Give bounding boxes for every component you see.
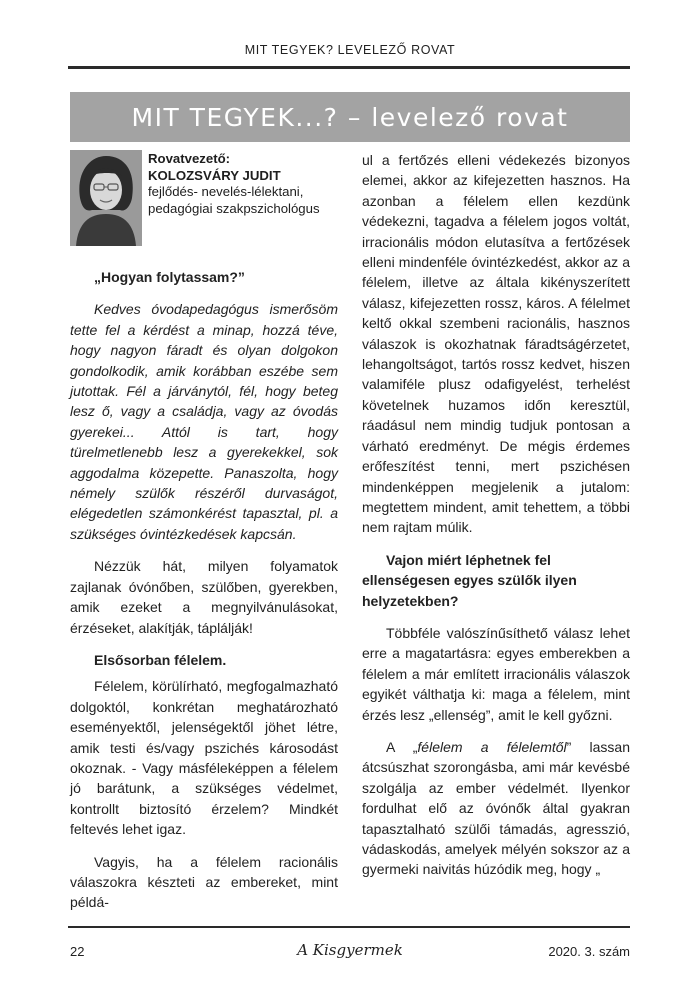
section-heading-parents: Vajon miért léphetnek fel ellenségesen egyes szülők ilyen helyzetekben? bbox=[362, 551, 577, 609]
left-column bbox=[70, 267, 338, 913]
issue-label: 2020. 3. szám bbox=[548, 944, 630, 959]
fear-quote-open: A „ bbox=[386, 738, 418, 755]
fear-paragraph-rest: ” lassan átcsúszhat szorongásba, ami már kevésbé szolgálja az ember védelmét. Ilyenkor fordulhat elő az óvónők által gyakran tapasztalható szülői támadás, agresszió, vádaskodás, amelyek mélyén sokszor az a gyermeki naivitás húzódik meg, hogy „ bbox=[362, 738, 630, 878]
fear-of-fear-phrase: félelem a félelemtől bbox=[417, 738, 567, 755]
paragraph-rational-responses-cont: ul a fertőzés elleni védekezés bizonyos elemei, akkor az kifejezetten hasznos. Ha azonban a félelem ellen kezdünk védekezni, tagadva a félelem jogos voltát, irracionális módon elutasítva a fertőzések elleni mindenféle óvintézkedést, akkor az a félelem, illetve az általa kikényszerített válasz, kifejezetten rossz, káros. A félelmet keltő okkal szembeni racionális, hasznos válaszok is okozhatnak fáradtságérzetet, lehangoltságot, tartós rossz kedvet, hiszen valamiféle plusz odafigyelést, terhelést követelnek huzamos időn keresztül, ráadásul nem mindig tudjuk pontosan a várható eredményt. De mégis érdemes erőfeszítést tenni, mert pszichésen mindenképpen megjelenik a jutalom: megtettem mindent, amit tehettem, a többi nem rajtam múlik. bbox=[362, 152, 630, 536]
footer-rule bbox=[68, 926, 630, 928]
reader-letter: Kedves óvodapedagógus ismerősöm tette fel a kérdést a minap, hozzá téve, hogy nagyon fáradt és olyan dolgokon gondolkodik, amik korábban eszébe sem jutottak. Fél a járványtól, fél, hogy beteg lesz ő, vagy a családja, vagy az óvodás gyerekei... Attól is tart, hogy türelmetlenebb lesz a gyerekekkel, sok aggodalma közepette. Panaszolta, hogy némely szülők részéről durvaságot, elégedetlen számonkérést tapasztal, pl. a szükséges óvintézkedések kapcsán. bbox=[70, 301, 338, 542]
banner-title: MIT TEGYEK...? – levelező rovat bbox=[131, 102, 569, 132]
byline-name: KOLOZSVÁRY JUDIT bbox=[148, 167, 281, 183]
author-byline bbox=[148, 151, 338, 217]
paragraph-fear-of-fear bbox=[362, 737, 630, 880]
paragraph-hostile-parents: Többféle valószínűsíthető válasz lehet erre a magatartásra: egyes emberekben a félelem a már említett irracionális válaszok egyikét válthatja ki: maga a félelem, mint érzés lesz „ellenség”, amit le kell győzni. bbox=[362, 624, 630, 723]
byline-title: fejlődés- nevelés-lélektani, pedagógiai szakpszichológus bbox=[148, 184, 320, 216]
section-heading-fear: Elsősorban félelem. bbox=[94, 651, 227, 668]
right-column bbox=[362, 150, 630, 880]
author-photo bbox=[70, 150, 142, 246]
section-banner bbox=[70, 92, 630, 142]
question-heading: „Hogyan folytassam?” bbox=[94, 269, 245, 285]
page-number: 22 bbox=[70, 944, 85, 959]
intro-paragraph: Nézzük hát, milyen folyamatok zajlanak óvónőben, szülőben, gyerekben, amik ezeket a megnyilvánulásokat, érzéseket, alakítják, táplálják! bbox=[70, 558, 338, 636]
running-title: MIT TEGYEK? LEVELEZŐ ROVAT bbox=[244, 43, 456, 57]
byline-role: Rovatvezető: bbox=[148, 151, 231, 166]
portrait-image bbox=[70, 150, 142, 246]
paragraph-rational-responses: Vagyis, ha a félelem racionális válaszokra készteti az embereket, mint példá- bbox=[70, 853, 338, 911]
header-rule bbox=[68, 66, 630, 69]
magazine-name: A Kisgyermek bbox=[297, 941, 403, 959]
paragraph-fear: Félelem, körülírható, megfogalmazható dolgoktól, konkrétan meghatározható eseményektől, jelenségektől jöhet létre, amik testi és/vagy pszichés károsodást okoznak. - Vagy másféleképpen a félelem jó barátunk, a szükséges védelmet, kontrollt biztosító érzelem? Mindkét feltevés lehet igaz. bbox=[70, 678, 338, 838]
